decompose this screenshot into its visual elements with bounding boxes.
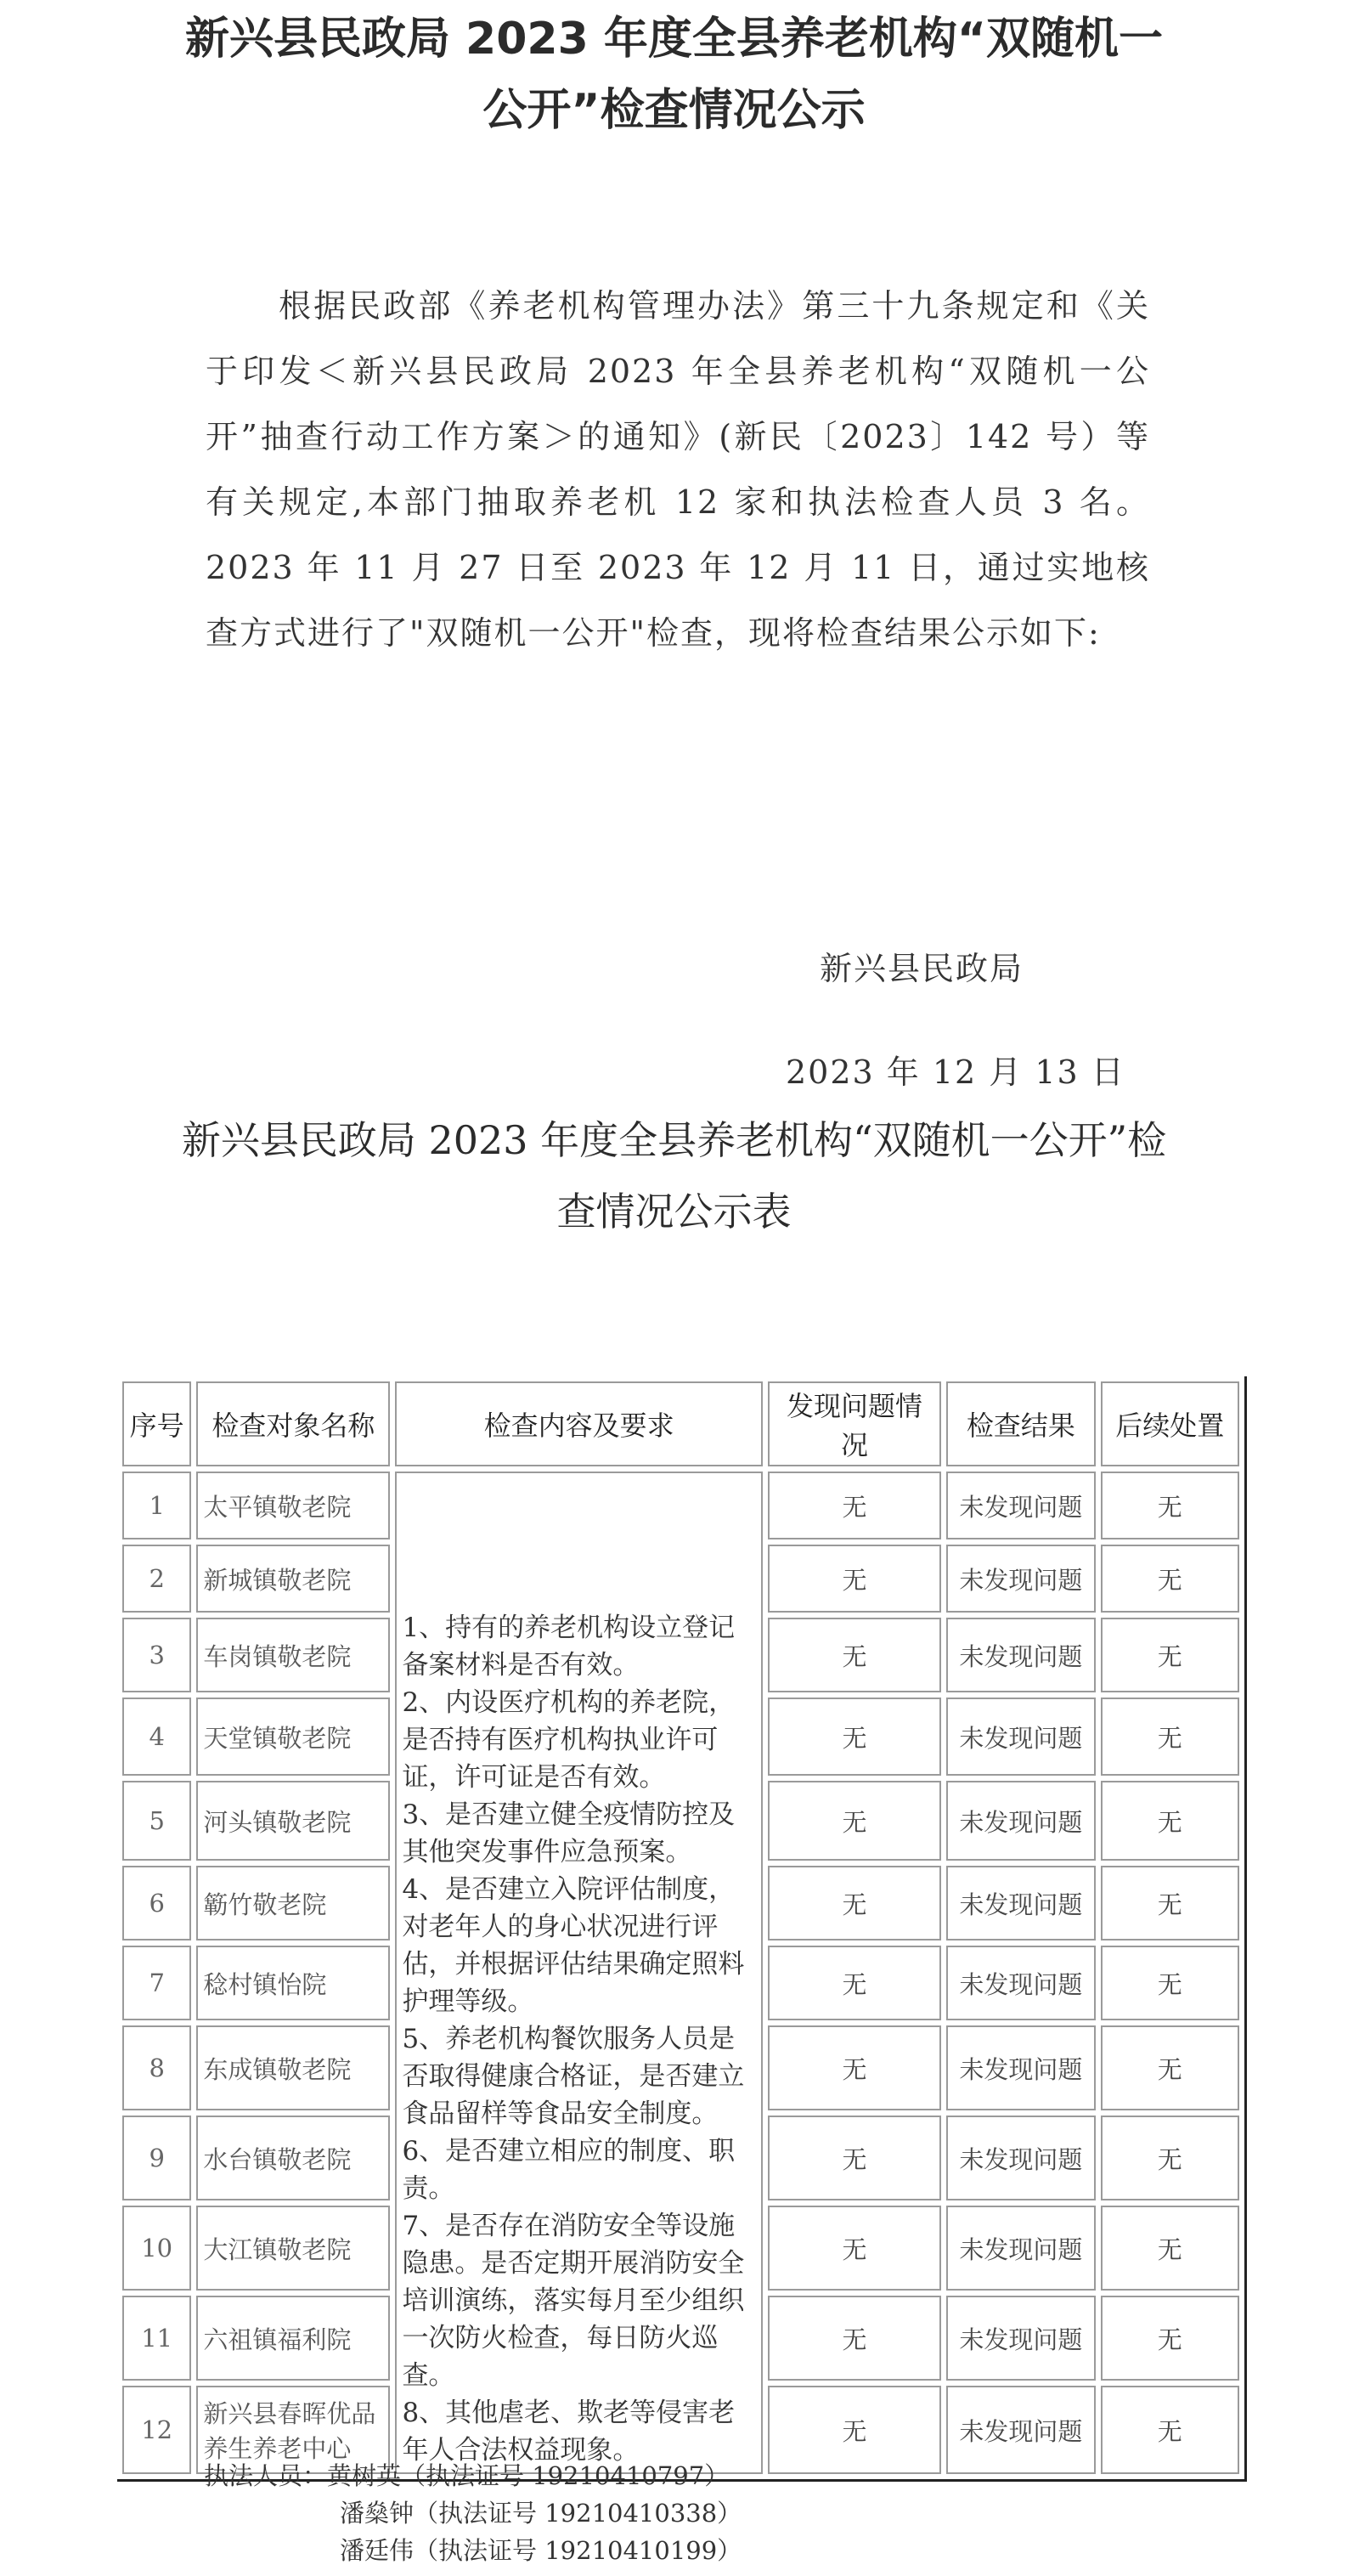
- row-problem: 无: [768, 1866, 942, 1940]
- row-follow: 无: [1101, 1545, 1240, 1613]
- row-name: 东成镇敬老院: [196, 2025, 390, 2110]
- row-no: 7: [122, 1946, 191, 2020]
- row-follow: 无: [1101, 2296, 1240, 2381]
- officer-line: [204, 2494, 742, 2532]
- row-name: 车岗镇敬老院: [196, 1618, 390, 1692]
- row-no: 2: [122, 1545, 191, 1613]
- table-header-row: [122, 1381, 1239, 1466]
- row-follow: 无: [1101, 2386, 1240, 2474]
- row-follow: 无: [1101, 1618, 1240, 1692]
- signer: 新兴县民政局: [820, 950, 1024, 987]
- issue-date: 2023 年 12 月 13 日: [786, 1054, 1125, 1091]
- row-result: 未发现问题: [946, 2386, 1095, 2474]
- row-problem: 无: [768, 1545, 942, 1613]
- row-result: 未发现问题: [946, 2116, 1095, 2200]
- officer-line: [204, 2532, 742, 2569]
- row-problem: 无: [768, 2025, 942, 2110]
- row-result: 未发现问题: [946, 1545, 1095, 1613]
- officer-line: [204, 2457, 742, 2494]
- row-follow: 无: [1101, 1472, 1240, 1539]
- row-no: 1: [122, 1472, 191, 1539]
- row-problem: 无: [768, 2206, 942, 2291]
- row-name: 天堂镇敬老院: [196, 1698, 390, 1776]
- row-result: 未发现问题: [946, 1698, 1095, 1776]
- row-result: 未发现问题: [946, 2025, 1095, 2110]
- row-no: 6: [122, 1866, 191, 1940]
- row-name: 稔村镇怡院: [196, 1946, 390, 2020]
- announcement-body: 根据民政部《养老机构管理办法》第三十九条规定和《关于印发＜新兴县民政局 2023 年全县养老机构“双随机一公开”抽查行动工作方案＞的通知》(新民〔2023〕142 号）等有关规定,本部门抽取养老机 12 家和执法检查人员 3 名。2023 年 11 月 27 日至 2023 年 12 月 11 日，通过实地核查方式进行了"双随机一公开"检查，现将检查结果公示如下:: [206, 287, 1150, 652]
- table-title: 新兴县民政局 2023 年度全县养老机构“双随机一公开”检查情况公示表: [181, 1117, 1167, 1234]
- row-name: 簕竹敬老院: [196, 1866, 390, 1940]
- row-problem: 无: [768, 1781, 942, 1861]
- row-name: 六祖镇福利院: [196, 2296, 390, 2381]
- row-problem: 无: [768, 2116, 942, 2200]
- row-problem: 无: [768, 2386, 942, 2474]
- row-result: 未发现问题: [946, 1866, 1095, 1940]
- row-problem: 无: [768, 2296, 942, 2381]
- row-follow: 无: [1101, 1946, 1240, 2020]
- inspection-table: [117, 1376, 1247, 2482]
- page-title: 新兴县民政局 2023 年度全县养老机构“双随机一公开”检查情况公示: [184, 14, 1164, 136]
- officers-footer: [204, 2457, 742, 2569]
- header-content: 检查内容及要求: [395, 1381, 762, 1466]
- row-problem: 无: [768, 1698, 942, 1776]
- row-no: 4: [122, 1698, 191, 1776]
- row-problem: 无: [768, 1946, 942, 2020]
- row-no: 11: [122, 2296, 191, 2381]
- row-follow: 无: [1101, 2025, 1240, 2110]
- row-no: 3: [122, 1618, 191, 1692]
- table-row: [122, 1472, 1239, 1539]
- row-result: 未发现问题: [946, 2296, 1095, 2381]
- row-follow: 无: [1101, 2116, 1240, 2200]
- row-no: 5: [122, 1781, 191, 1861]
- row-problem: 无: [768, 1618, 942, 1692]
- row-follow: 无: [1101, 2206, 1240, 2291]
- row-name: 新兴县春晖优品养生养老中心: [196, 2386, 390, 2474]
- row-no: 8: [122, 2025, 191, 2110]
- header-follow: 后续处置: [1101, 1381, 1240, 1466]
- header-no: 序号: [122, 1381, 191, 1466]
- row-follow: 无: [1101, 1781, 1240, 1861]
- row-result: 未发现问题: [946, 2206, 1095, 2291]
- row-name: 大江镇敬老院: [196, 2206, 390, 2291]
- officer-name: 潘廷伟（执法证号 19210410199）: [340, 2536, 742, 2565]
- inspection-requirements: [395, 1472, 762, 2474]
- header-problem: 发现问题情况: [768, 1381, 942, 1466]
- row-result: 未发现问题: [946, 1781, 1095, 1861]
- row-no: 10: [122, 2206, 191, 2291]
- officer-name: 潘燊钟（执法证号 19210410338）: [340, 2499, 742, 2528]
- header-name: 检查对象名称: [196, 1381, 390, 1466]
- row-result: 未发现问题: [946, 1472, 1095, 1539]
- row-no: 9: [122, 2116, 191, 2200]
- officers-label: 执法人员：: [204, 2461, 328, 2490]
- row-name: 水台镇敬老院: [196, 2116, 390, 2200]
- row-result: 未发现问题: [946, 1618, 1095, 1692]
- row-name: 太平镇敬老院: [196, 1472, 390, 1539]
- row-follow: 无: [1101, 1698, 1240, 1776]
- officer-name: 黄树英（执法证号 19210410797）: [327, 2461, 730, 2490]
- row-result: 未发现问题: [946, 1946, 1095, 2020]
- requirements-text: 1、持有的养老机构设立登记备案材料是否有效。 2、内设医疗机构的养老院，是否持有医疗机构执业许可证，许可证是否有效。 3、是否建立健全疫情防控及其他突发事件应急预案。 4、是否建立入院评估制度，对老年人的身心状况进行评估，并根据评估结果确定照料护理等级。 5、养老机构餐饮服务人员是否取得健康合格证，是否建立食品留样等食品安全制度。 6、是否建立相应的制度、职责。 7、是否存在消防安全等设施隐患。是否定期开展消防安全培训演练，落实每月至少组织一次防火检查，每日防火巡查。 8、其他虐老、欺老等侵害老年人合法权益现象。: [402, 1613, 745, 2466]
- header-result: 检查结果: [946, 1381, 1095, 1466]
- row-no: 12: [122, 2386, 191, 2474]
- row-follow: 无: [1101, 1866, 1240, 1940]
- row-problem: 无: [768, 1472, 942, 1539]
- row-name: 河头镇敬老院: [196, 1781, 390, 1861]
- row-name: 新城镇敬老院: [196, 1545, 390, 1613]
